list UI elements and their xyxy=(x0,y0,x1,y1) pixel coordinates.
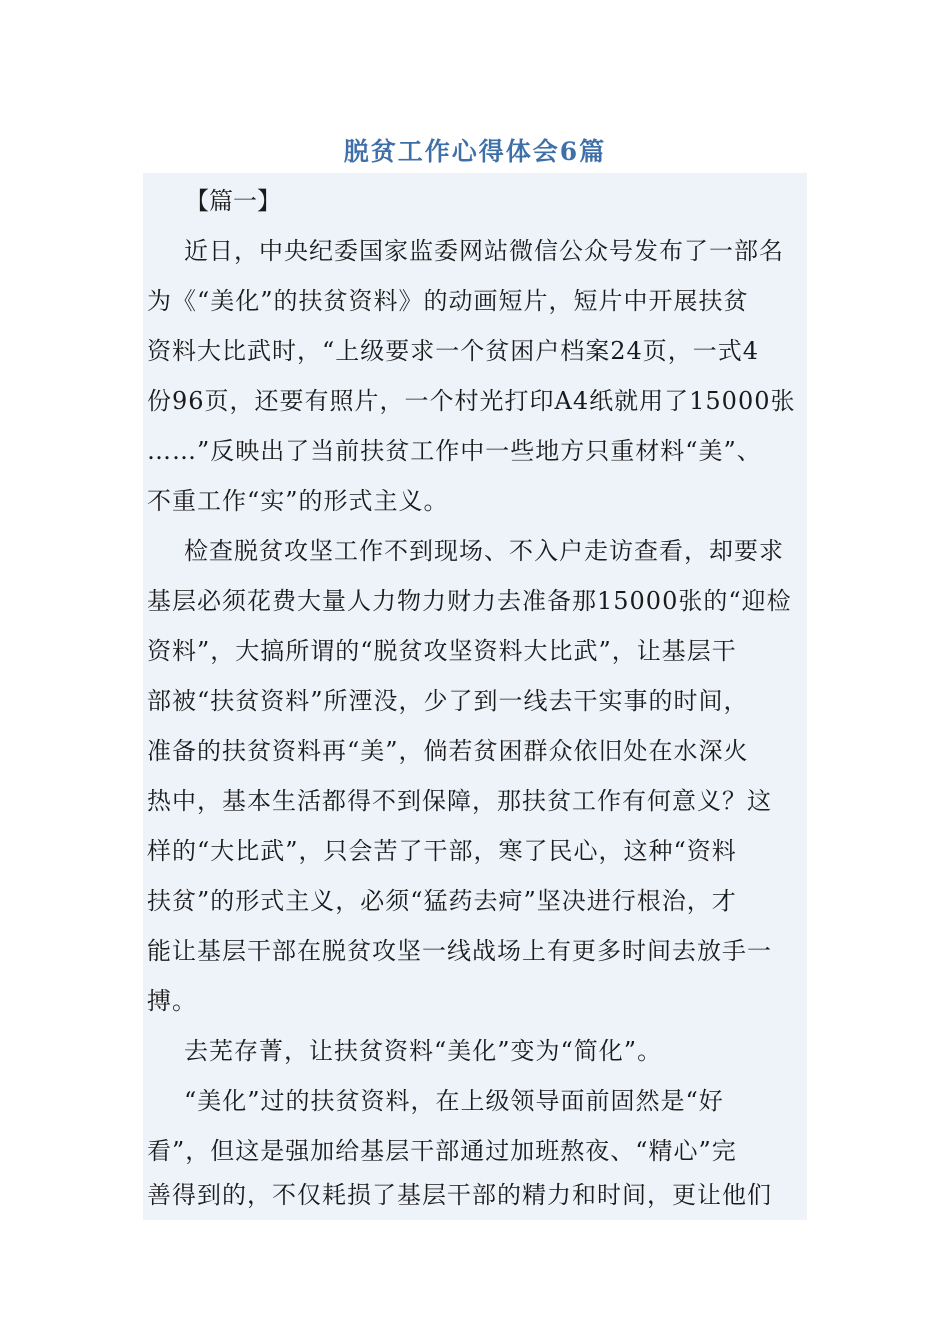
paragraph-line: 搏。 xyxy=(147,987,197,1015)
paragraph-line: 样的“大比武”，只会苦了干部，寒了民心，这种“资料 xyxy=(147,837,737,865)
paragraph-line: 善得到的，不仅耗损了基层干部的精力和时间，更让他们 xyxy=(147,1181,772,1209)
paragraph-line: 检查脱贫攻坚工作不到现场、不入户走访查看，却要求 xyxy=(184,537,784,565)
document-title: 脱贫工作心得体会6篇 xyxy=(343,137,607,166)
paragraph-line: 热中，基本生活都得不到保障，那扶贫工作有何意义？这 xyxy=(147,787,772,815)
paragraph-line: 能让基层干部在脱贫攻坚一线战场上有更多时间去放手一 xyxy=(147,937,772,965)
paragraph-line: 近日，中央纪委国家监委网站微信公众号发布了一部名 xyxy=(184,237,784,265)
paragraph-line: ……”反映出了当前扶贫工作中一些地方只重材料“美”、 xyxy=(147,437,762,465)
paragraph-line: 基层必须花费大量人力物力财力去准备那15000张的“迎检 xyxy=(147,587,792,615)
paragraph-line: 为《“美化”的扶贫资料》的动画短片，短片中开展扶贫 xyxy=(147,287,749,315)
paragraph-line: 看”，但这是强加给基层干部通过加班熬夜、“精心”完 xyxy=(147,1137,737,1165)
paragraph-line: 准备的扶贫资料再“美”，倘若贫困群众依旧处在水深火 xyxy=(147,737,749,765)
paragraph-line: 份96页，还要有照片，一个村光打印A4纸就用了15000张 xyxy=(147,387,796,415)
paragraph-line: 不重工作“实”的形式主义。 xyxy=(147,487,449,515)
paragraph-line: 资料”，大搞所谓的“脱贫攻坚资料大比武”，让基层干 xyxy=(147,637,737,665)
paragraph-line: “美化”过的扶贫资料，在上级领导面前固然是“好 xyxy=(184,1087,724,1115)
paragraph-line: 去芜存菁，让扶贫资料“美化”变为“简化”。 xyxy=(184,1037,663,1065)
paragraph-line: 部被“扶贫资料”所湮没，少了到一线去干实事的时间， xyxy=(147,687,749,715)
section-label: 【篇一】 xyxy=(185,187,281,215)
paragraph-line: 资料大比武时，“上级要求一个贫困户档案24页，一式4 xyxy=(147,337,760,365)
paragraph-line: 扶贫”的形式主义，必须“猛药去疴”坚决进行根治，才 xyxy=(147,887,737,915)
document-body xyxy=(143,173,807,1220)
